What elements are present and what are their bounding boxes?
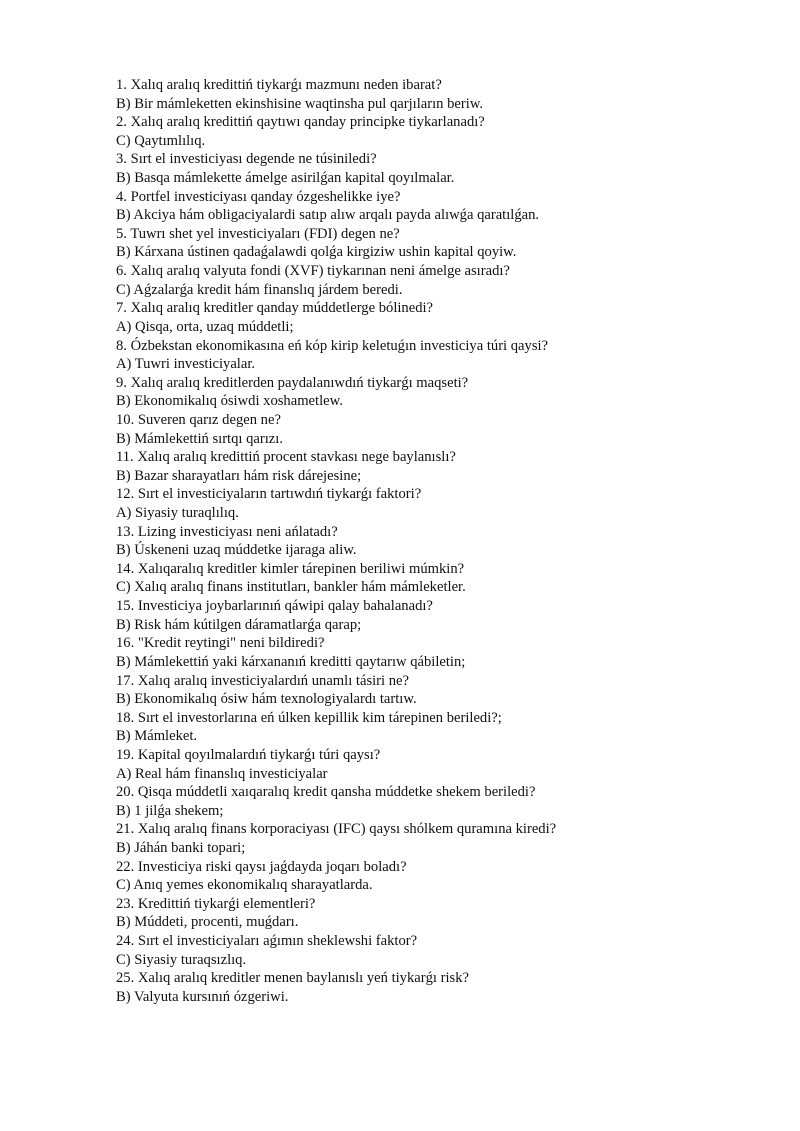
answer-line: B) Bir mámleketten ekinshisine waqtinsha pul qarjıların beriw. <box>116 95 484 112</box>
question-line: 16. "Kredit reytingi" neni bildiredi? <box>116 635 325 652</box>
answer-line: A) Tuwri investiciyalar. <box>116 356 256 373</box>
question-line: 20. Qisqa múddetli xaıqaralıq kredit qansha múddetke shekem beriledi? <box>116 784 536 801</box>
question-line: 7. Xalıq aralıq kreditler qanday múddetlerge bólinedi? <box>116 300 434 317</box>
question-line: 11. Xalıq aralıq kredittiń procent stavkası nege baylanıslı? <box>116 449 456 466</box>
question-line: 12. Sırt el investiciyaların tartıwdıń tiykarǵı faktori? <box>116 486 422 503</box>
question-line: 8. Ózbekstan ekonomikasına eń kóp kirip keletuǵın investiciya túri qaysi? <box>116 337 549 354</box>
question-line: 6. Xalıq aralıq valyuta fondi (XVF) tiykarınan neni ámelge asıradı? <box>116 263 510 280</box>
question-line: 22. Investiciya riski qaysı jaǵdayda joqarı boladı? <box>116 858 407 875</box>
question-answer-list <box>116 76 776 1006</box>
question-line: 2. Xalıq aralıq kredittiń qaytıwı qanday principke tiykarlanadı? <box>116 114 485 131</box>
question-line: 25. Xalıq aralıq kreditler menen baylanıslı yeń tiykarǵı risk? <box>116 970 469 987</box>
answer-line: B) 1 jilǵa shekem; <box>116 802 224 819</box>
question-line: 5. Tuwrı shet yel investiciyaları (FDI) degen ne? <box>116 225 400 242</box>
question-line: 9. Xalıq aralıq kreditlerden paydalanıwdıń tiykarǵı maqseti? <box>116 374 469 391</box>
answer-line: C) Xalıq aralıq finans institutları, bankler hám mámleketler. <box>116 579 466 596</box>
answer-line: B) Valyuta kursınıń ózgeriwi. <box>116 988 289 1005</box>
answer-line: B) Kárxana ústinen qadaǵalawdi qolǵa kirgiziw ushin kapital qoyiw. <box>116 244 517 261</box>
question-line: 13. Lizing investiciyası neni ańlatadı? <box>116 523 338 540</box>
question-line: 4. Portfel investiciyası qanday ózgeshelikke iye? <box>116 188 401 205</box>
answer-line: B) Basqa mámlekette ámelge asirilǵan kapital qoyılmalar. <box>116 170 455 187</box>
answer-line: C) Anıq yemes ekonomikalıq sharayatlarda. <box>116 877 373 894</box>
question-line: 10. Suveren qarız degen ne? <box>116 411 281 428</box>
answer-line: B) Mámlekettiń yaki kárxananıń kreditti qaytarıw qábiletin; <box>116 653 466 670</box>
answer-line: B) Mámlekettiń sırtqı qarızı. <box>116 430 283 447</box>
answer-line: B) Bazar sharayatları hám risk dárejesine; <box>116 467 362 484</box>
answer-line: B) Ekonomikalıq ósiw hám texnologiyalardı tartıw. <box>116 691 417 708</box>
answer-line: C) Qaytımlılıq. <box>116 132 206 149</box>
answer-line: C) Siyasiy turaqsızlıq. <box>116 951 247 968</box>
answer-line: B) Akciya hám obligaciyalardi satıp alıw arqalı payda alıwǵa qaratılǵan. <box>116 207 540 224</box>
answer-line: C) Aǵzalarǵa kredit hám finanslıq járdem beredi. <box>116 281 403 298</box>
question-line: 17. Xalıq aralıq investiciyalardıń unamlı tásiri ne? <box>116 672 410 689</box>
answer-line: A) Qisqa, orta, uzaq múddetli; <box>116 318 294 335</box>
answer-line: B) Úskeneni uzaq múddetke ijaraga aliw. <box>116 542 357 559</box>
question-line: 21. Xalıq aralıq finans korporaciyası (IFC) qaysı shólkem quramına kiredi? <box>116 821 557 838</box>
question-line: 19. Kapital qoyılmalardıń tiykarǵı túri qaysı? <box>116 746 381 763</box>
question-line: 18. Sırt el investorlarına eń úlken kepillik kim tárepinen beriledi?; <box>116 709 502 726</box>
answer-line: A) Real hám finanslıq investiciyalar <box>116 765 328 782</box>
question-line: 15. Investiciya joybarlarınıń qáwipi qalay bahalanadı? <box>116 598 433 615</box>
answer-line: B) Mámleket. <box>116 728 198 745</box>
question-line: 14. Xalıqaralıq kreditler kimler tárepinen beriliwi múmkin? <box>116 560 465 577</box>
answer-line: A) Siyasiy turaqlılıq. <box>116 505 239 522</box>
answer-line: B) Risk hám kútilgen dáramatlarǵa qarap; <box>116 616 362 633</box>
question-line: 23. Kredittiń tiykarǵi elementleri? <box>116 895 316 912</box>
question-line: 1. Xalıq aralıq kredittiń tiykarǵı mazmunı neden ibarat? <box>116 77 442 93</box>
answer-line: B) Jáhán banki topari; <box>116 839 246 856</box>
question-line: 3. Sırt el investiciyası degende ne túsiniledi? <box>116 151 377 168</box>
answer-line: B) Ekonomikalıq ósiwdi xoshametlew. <box>116 393 343 410</box>
answer-line: B) Múddeti, procenti, muǵdarı. <box>116 914 299 931</box>
question-line: 24. Sırt el investiciyaları aǵımın sheklewshi faktor? <box>116 933 418 950</box>
